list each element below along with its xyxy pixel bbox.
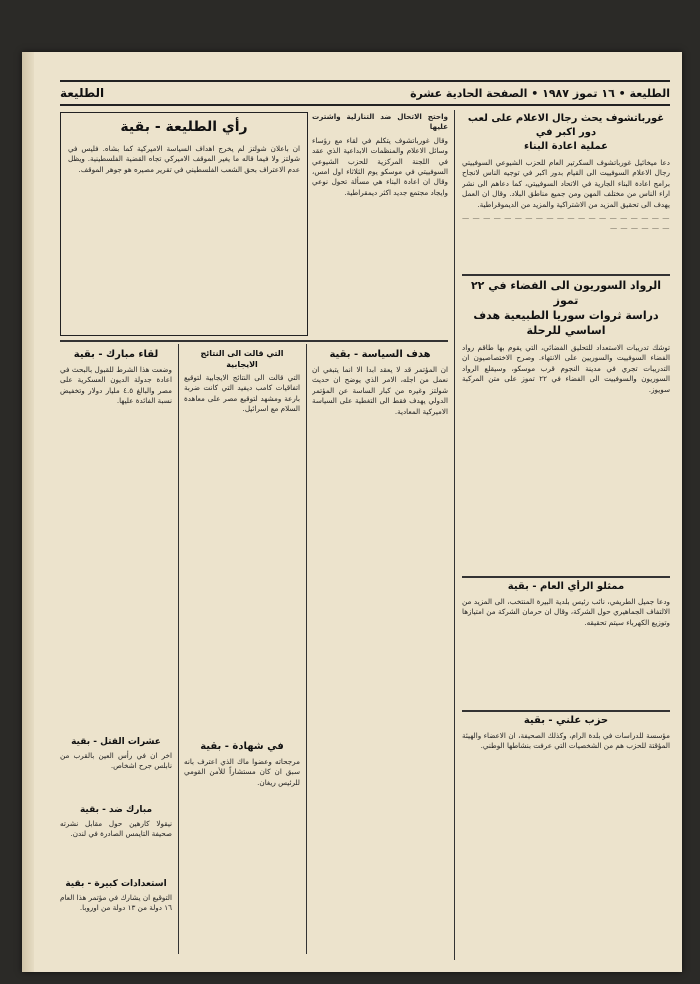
headline: مبارك ضد - بقية	[79, 805, 153, 815]
column-divider	[454, 110, 455, 960]
headline: غورباتشوف يحث رجال الاعلام على لعب دور اكبر في	[467, 113, 665, 138]
divider	[60, 340, 448, 342]
column-divider	[306, 344, 307, 954]
article-body: التي قالت الى النتائج الايجابية لتوقيع اتفاقيات كامب ديفيد التي كانت ضربة بارعة ومشهد لتوقيع مصر على معاهدة السلام مع اسرائيل.	[184, 373, 300, 414]
page-header	[60, 80, 670, 106]
article-body: دعا ميخائيل غورباتشوف السكرتير العام للحزب الشيوعي السوفييتي رجال الاعلام السوفييت الى القيام بدور اكبر في توجيه الناس لانجاح برامج اعادة البناء الجارية في الاتحاد السوفييتي، كما دعاهم الى نشر اراء الناس من مختلف المهن ومن جميع مناطق البلاد. وقال ان العمل يهدف الى تحقيق المزيد من الاشتراكية والمزيد من الديموقراطية.	[462, 158, 670, 209]
editorial	[68, 116, 300, 330]
article-space	[462, 278, 670, 574]
header-date-page: الطليعة • ١٦ تموز ١٩٨٧ • الصفحة الحادية عشرة	[410, 86, 670, 100]
article-body: وقال غورباتشوف يتكلم في لقاء مع رؤساء وسائل الاعلام والمنظمات الابداعية الذي عقد في اللجنة المركزية للحزب الشيوعي السوفييتي في موسكو يوم الثلاثاء اول امس، وقال ان اعادة البناء هي مسألة تحول نوعي وايجاد مجتمع جديد اكثر ديمقراطية.	[312, 135, 448, 197]
divider	[462, 576, 670, 578]
article-body-filler: — — — — — — — — — — — — — — — — — — — — — — — — — —	[462, 213, 670, 233]
editorial-title: رأي الطليعة - بقية	[120, 119, 248, 135]
headline: حزب علني - بقية	[523, 715, 609, 726]
headline: هدف السياسة - بقية	[329, 349, 431, 360]
subheadline: دراسة ثروات سوريا الطبيعية هدف اساسي للرحلة	[473, 309, 659, 337]
column-divider	[178, 344, 179, 954]
editorial-body: ان باعلان شولتز لم يخرج اهداف السياسة الاميركية كما بشاه. فليس في شولتز ولا فيما قاله ما يغير الموقف الاميركي تجاه القضية الفلسطينية. ويظل عدم الاعتراف بحق الشعب الفلسطيني في تقرير مصيره هو جوهر الموقف.	[68, 144, 300, 174]
subheadline: عملية اعادة البناء	[524, 141, 608, 152]
lead-text: واحتج الاتحال ضد التنازلية واشترت عليها	[312, 112, 448, 132]
article-body: توشك تدريبات الاستعداد للتحليق الفضائي، التي يقوم بها طاقم رواد الفضاء السوفييت والسوريين على الانتهاء. وصرح الاختصاصيون ان التدريبات تجري في مدينة النجوم قرب موسكو، وسيقلع الرواد السوريون والسوفييت الى الفضاء في ٢٢ تموز على متن المركبة سويوز.	[462, 343, 670, 394]
article-gorbachev-cont	[312, 112, 448, 312]
article-party	[462, 714, 670, 954]
article-body: اخر ان في رأس العين بالقرب من نابلس جرح اشخاص.	[60, 751, 172, 771]
article-body: التوقيع ان يشارك في مؤتمر هذا العام ١٦ دولة من ١٣ دولة من اوروبا.	[60, 893, 172, 913]
article-killings	[60, 736, 172, 800]
article-gorbachev	[462, 112, 670, 272]
headline: الرواد السوريون الى الفضاء في ٢٢ تموز	[470, 279, 662, 307]
headline: التي قالت الى النتائج الايجابية	[200, 349, 284, 369]
article-body: مرجحاته وعضوا ماك الذي اعترف بانه سبق ان كان مستشاراً للأمن القومي للرئيس ريغان.	[184, 757, 300, 787]
page-edge	[22, 52, 34, 972]
article-policy-goal	[312, 348, 448, 954]
article-camp-david	[184, 348, 300, 738]
article-testimony	[184, 740, 300, 954]
headline: في شهادة - بقية	[200, 741, 284, 752]
article-body: نيقولا كارهين حول مقابل نشرته صحيفة التايمس الصادرة في لندن.	[60, 819, 172, 839]
article-body: وضعت هذا الشرط للقبول بالبحث في اعادة جدولة الديون العسكرية على مصر والبالغ ٤.٥ مليار دولار وتخفيض نسبة الفائدة عليها.	[60, 365, 172, 406]
divider	[462, 274, 670, 276]
headline: عشرات القتل - بقية	[71, 737, 161, 747]
article-preparations	[60, 878, 172, 954]
header-logo: الطليعة	[60, 86, 105, 100]
headline: لقاء مبارك - بقية	[73, 349, 159, 360]
article-body: مؤسسة للدراسات في بلدة الرام، وكذلك الصحيفة، ان الاعضاء والهيئة المؤقتة للحزب هم من الشخصيات التي عرفت بنشاطها الوطني.	[462, 731, 670, 751]
divider	[462, 710, 670, 712]
headline: استعدادات كبيرة - بقية	[65, 879, 167, 889]
article-body: ان المؤتمر قد لا يعقد ابدا الا انما يتبغي ان نعمل من اجله، الامر الذي يوضح ان حديث شولتز وغيره من كبار الساسة عن المؤتمر الدولي يهدف فقط الى التغطية على السياسة الاميركية المعادية.	[312, 365, 448, 416]
newspaper-page	[22, 52, 682, 972]
article-body: ودعا جميل الطريفي، نائب رئيس بلدية البيرة المنتخب، الى المزيد من الالتفاف الجماهيري حول الشركة، وقال ان حرمان الشركة من امتيازها وتوزيع الكهرباء سيتم تحقيقه.	[462, 597, 670, 627]
headline: ممثلو الرأي العام - بقية	[507, 581, 625, 592]
article-mubarak-meeting	[60, 348, 172, 678]
article-mubarak-against	[60, 804, 172, 874]
article-public-opinion	[462, 580, 670, 708]
